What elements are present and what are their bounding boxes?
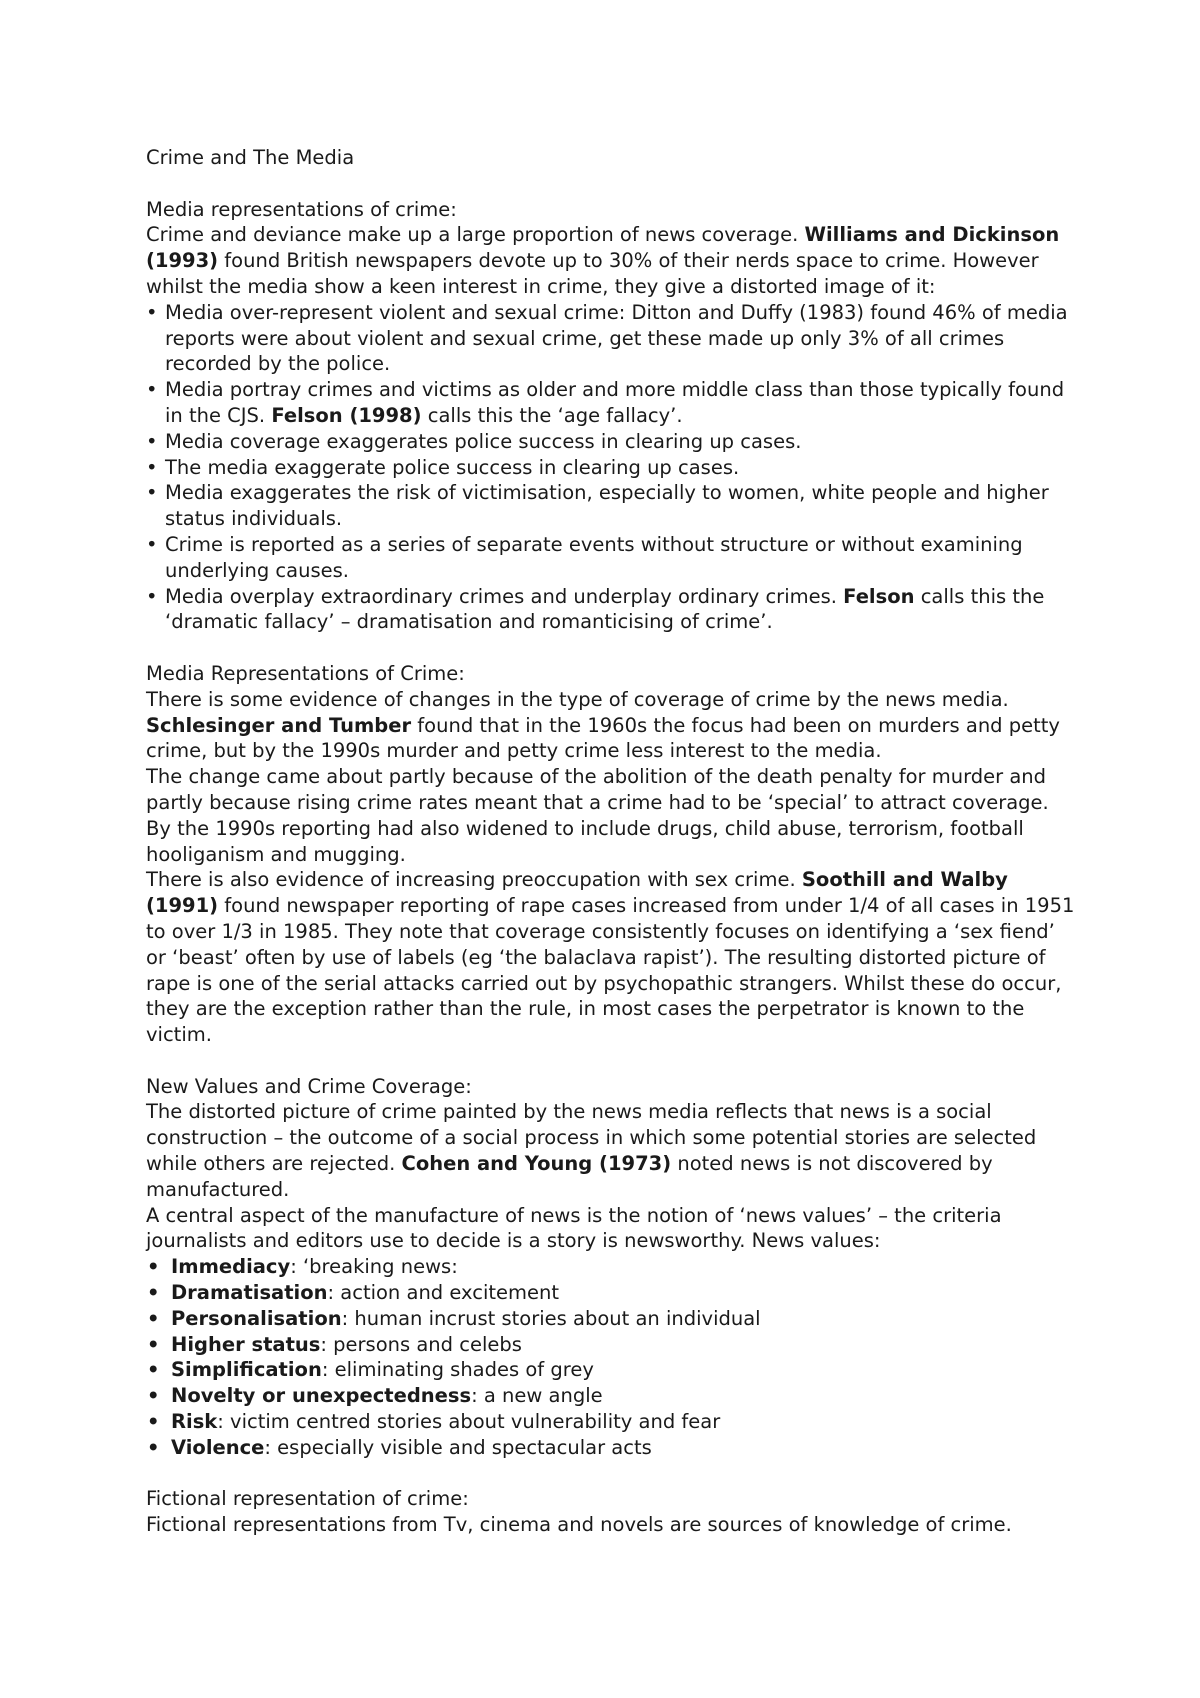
text-run: found that in the 1960s the focus had been on murders and petty crime, but by the 1990s murder and petty crime less interest to the media. bbox=[146, 713, 1060, 763]
text-run: noted news is not discovered by manufactured. bbox=[146, 1152, 993, 1201]
text-run: The change came about partly because of the abolition of the death penalty for murder and partly because rising crime rates meant that a crime had to be ‘special’ to attract coverage. By the 1990s reporting had also widened to include drugs, child abuse, terrorism, football hooliganism and mugging. bbox=[146, 765, 1049, 866]
paragraph-group bbox=[146, 1099, 1076, 1254]
news-values-list bbox=[146, 1254, 1076, 1460]
bullet-item bbox=[146, 532, 1076, 584]
news-value-term: Personalisation bbox=[171, 1306, 342, 1330]
news-value-term: Dramatisation bbox=[171, 1281, 328, 1305]
text-run: Media coverage exaggerates police success in clearing up cases. bbox=[165, 429, 802, 453]
text-run: Media portray crimes and victims as older and more middle class than those typically found in the CJS. bbox=[165, 378, 1065, 427]
paragraph bbox=[146, 1203, 1076, 1255]
section-intro bbox=[146, 222, 1076, 299]
news-value-item bbox=[146, 1435, 1076, 1461]
section-heading: Media Representations of Crime: bbox=[146, 661, 465, 685]
text-run: The distorted picture of crime painted by the news media reflects that news is a social construction – the outcome of a social process in which some potential stories are selected while others are rejected. bbox=[146, 1100, 1037, 1176]
news-value-term: Violence bbox=[171, 1435, 265, 1459]
bullet-item bbox=[146, 429, 1076, 455]
text-run: The media exaggerate police success in clearing up cases. bbox=[165, 455, 740, 479]
cited-source: Soothill and Walby (1991) bbox=[146, 868, 1008, 918]
cited-source: Schlesinger and Tumber bbox=[146, 713, 412, 737]
news-value-item bbox=[146, 1254, 1076, 1280]
news-value-term: Risk bbox=[171, 1410, 218, 1434]
distortion-list bbox=[146, 300, 1076, 635]
section-news-values bbox=[146, 1074, 1076, 1461]
text-run: Media overplay extraordinary crimes and underplay ordinary crimes. bbox=[165, 584, 844, 608]
text-run: Crime is reported as a series of separate events without structure or without examining underlying causes. bbox=[165, 532, 1023, 582]
bullet-item bbox=[146, 300, 1076, 377]
paragraph bbox=[146, 687, 1076, 764]
news-value-item bbox=[146, 1280, 1076, 1306]
section-heading: Media representations of crime: bbox=[146, 197, 457, 221]
paragraph bbox=[146, 764, 1076, 867]
text-run: Media over-represent violent and sexual crime: Ditton and Duffy (1983) found 46% of media reports were about violent and sexual crime, get these made up only 3% of all crimes recorded by the police. bbox=[165, 300, 1068, 376]
section-heading: Fictional representation of crime: bbox=[146, 1487, 469, 1511]
text-run: calls this the ‘age fallacy’. bbox=[421, 403, 683, 427]
document-title: Crime and The Media bbox=[146, 146, 355, 169]
cited-source: Felson (1998) bbox=[271, 403, 422, 427]
bullet-item bbox=[146, 480, 1076, 532]
news-value-term: Simplification bbox=[171, 1358, 322, 1382]
news-value-item bbox=[146, 1383, 1076, 1409]
text-run: There is some evidence of changes in the type of coverage of crime by the news media. bbox=[146, 687, 1009, 711]
text-run: found British newspapers devote up to 30% of their nerds space to crime. However whilst the media show a keen interest in crime, they give a distorted image of it: bbox=[146, 249, 1039, 298]
text-run: calls this the ‘dramatic fallacy’ – dramatisation and romanticising of crime’. bbox=[165, 584, 1045, 634]
section-heading: New Values and Crime Coverage: bbox=[146, 1074, 472, 1098]
news-value-item bbox=[146, 1332, 1076, 1358]
paragraph-group bbox=[146, 687, 1076, 1048]
news-value-description: : victim centred stories about vulnerability and fear bbox=[217, 1410, 721, 1434]
news-value-description: : especially visible and spectacular acts bbox=[264, 1435, 652, 1459]
text-run: Crime and deviance make up a large proportion of news coverage. bbox=[146, 223, 805, 247]
news-value-item bbox=[146, 1409, 1076, 1435]
text-run: There is also evidence of increasing preoccupation with sex crime. bbox=[146, 868, 802, 892]
section-media-representations bbox=[146, 197, 1076, 636]
news-value-term: Novelty or unexpectedness bbox=[171, 1384, 472, 1408]
text-run: A central aspect of the manufacture of news is the notion of ‘news values’ – the criteria journalists and editors use to decide is a story is newsworthy. News values: bbox=[146, 1203, 1002, 1253]
bullet-item bbox=[146, 455, 1076, 481]
news-value-description: : eliminating shades of grey bbox=[321, 1358, 594, 1382]
section-changes-in-coverage bbox=[146, 661, 1076, 1048]
section-fictional-representation bbox=[146, 1486, 1076, 1538]
bullet-item bbox=[146, 377, 1076, 429]
news-value-item bbox=[146, 1357, 1076, 1383]
news-value-term: Immediacy bbox=[171, 1255, 291, 1279]
bullet-item bbox=[146, 584, 1076, 636]
news-value-description: : human incrust stories about an individual bbox=[341, 1306, 761, 1330]
cited-source: Cohen and Young (1973) bbox=[401, 1152, 672, 1176]
news-value-item bbox=[146, 1306, 1076, 1332]
news-value-term: Higher status bbox=[171, 1332, 321, 1356]
paragraph bbox=[146, 867, 1076, 1048]
section-text: Fictional representations from Tv, cinema and novels are sources of knowledge of crime. bbox=[146, 1513, 1012, 1537]
news-value-description: : action and excitement bbox=[327, 1281, 560, 1305]
paragraph bbox=[146, 1099, 1076, 1202]
cited-source: Williams and Dickinson (1993) bbox=[146, 223, 1060, 273]
news-value-description: : persons and celebs bbox=[320, 1332, 522, 1356]
cited-source: Felson bbox=[843, 584, 915, 608]
news-value-description: : a new angle bbox=[471, 1384, 603, 1408]
text-run: found newspaper reporting of rape cases increased from under 1/4 of all cases in 1951 to over 1/3 in 1985. They note that coverage consistently focuses on identifying a ‘sex fiend’ or ‘beast’ often by use of labels (eg ‘the balaclava rapist’). The resulting distorted picture of rape is one of the serial attacks carried out by psychopathic strangers. Whilst these do occur, they are the exception rather than the rule, in most cases the perpetrator is known to the victim. bbox=[146, 894, 1075, 1047]
document-page bbox=[146, 145, 1076, 1538]
text-run: Media exaggerates the risk of victimisation, especially to women, white people and higher status individuals. bbox=[165, 481, 1049, 531]
news-value-description: : ‘breaking news: bbox=[290, 1255, 458, 1279]
